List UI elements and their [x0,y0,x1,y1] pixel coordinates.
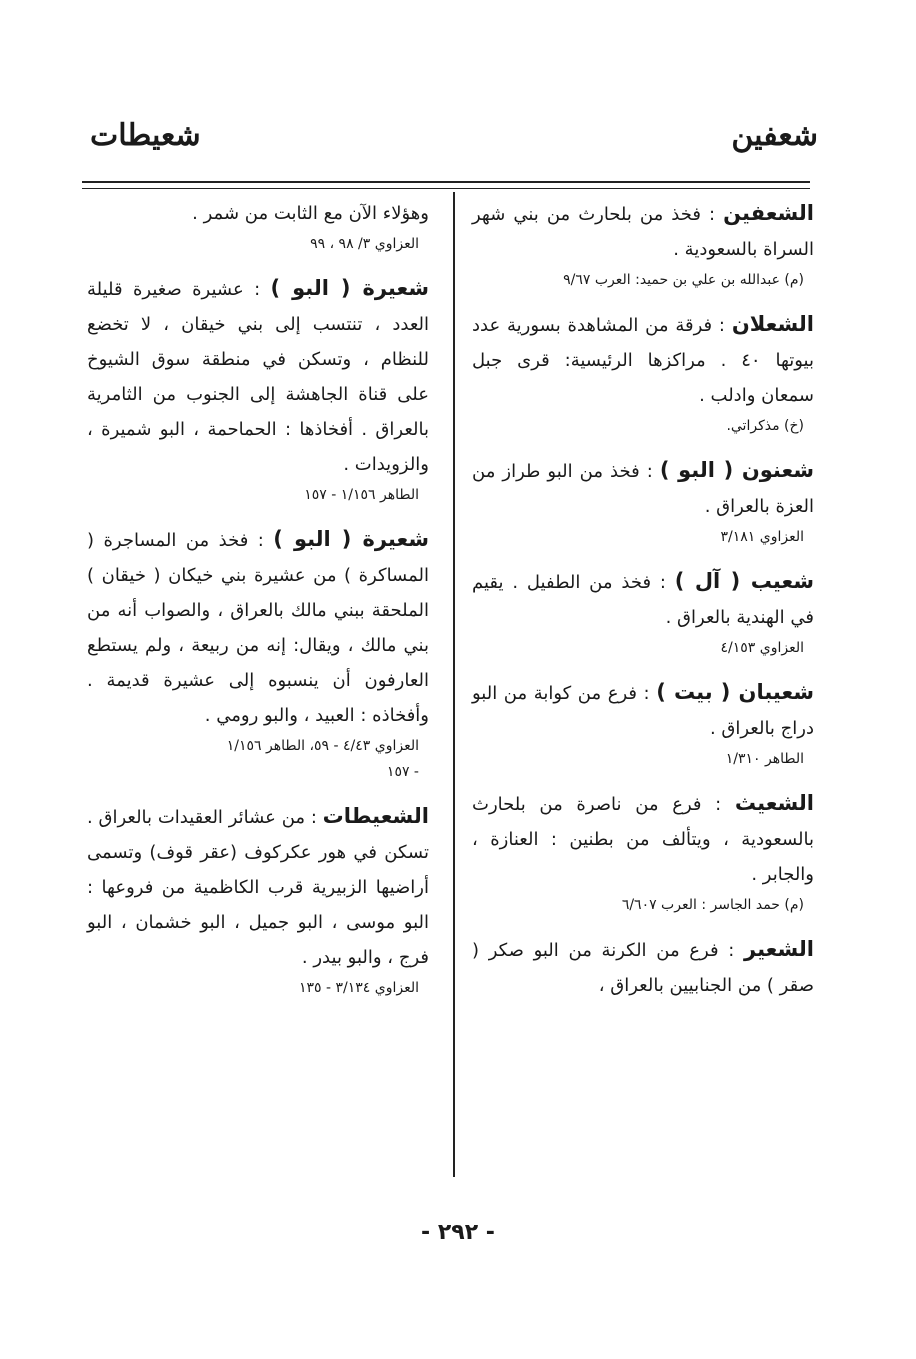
page-number: - ٢٩٢ - [421,1220,495,1245]
entry-headword: الشعفين [723,201,814,225]
entry-headword: الشعيث [734,791,814,815]
entry-text: : فرقة من المشاهدة بسورية عدد بيوتها ٤٠ . مراكزها الرئيسية: قرى جبل سمعان وادلب . [472,315,814,406]
entry-source: العزاوي ٣/١٨١ [720,529,804,545]
entry-source: الطاهر ١/١٥٦ - ١٥٧ [304,487,419,503]
entry-text: : فخذ من المساجرة ( المساكرة ) من عشيرة بني خيكان ( خيقان ) الملحقة ببني مالك بالعراق ، والصواب أنه من بني مالك ، ويقال: إنه من ربيعة ، ولم يستطع العارفون أن ينسبوه إلى عشيرة قديمة . وأفخاذه : العبيد ، والبو رومي . [87,530,429,726]
entry-source: العزاوي ٣/ ٩٨ ، ٩٩ [310,236,419,252]
entry-headword: شعيرة ( البو ) [273,527,429,551]
dictionary-entry [472,307,814,439]
dictionary-entry [87,271,429,508]
entry-text: وهؤلاء الآن مع الثابت من شمر . [192,203,429,224]
entry-source-continuation: - ١٥٧ [386,764,419,780]
left-column [87,196,429,1015]
entry-source: العزاوي ٤/٤٣ - ٥٩، الطاهر ١/١٥٦ [226,738,419,754]
running-head-right: شعفين [731,118,818,153]
entry-source: (م) حمد الجاسر : العرب ٦/٦٠٧ [621,897,804,913]
entry-headword: شعنون ( البو ) [659,458,814,482]
dictionary-entry [472,564,814,661]
header-rule-thick [82,181,810,183]
entry-source: الطاهر ١/٣١٠ [725,751,804,767]
entry-text: : من عشائر العقيدات بالعراق . تسكن في هور عكركوف (عقر قوف) وتسمى أراضيها الزبيرية قرب الكاظمية من فروعها : البو موسى ، البو جميل ، البو خشمان ، البو فرج ، والبو بيدر . [87,807,429,968]
entry-text: : فرع من الكرنة من البو صكر ( صقر ) من الجنابيين بالعراق ، [472,940,814,996]
column-divider [453,192,455,1177]
running-head-left: شعيطات [90,118,201,153]
entry-text: : فرع من ناصرة من بلحارث بالسعودية ، ويتألف من بطنين : العنازة ، والجابر . [472,794,814,885]
entry-text: : فخذ من بلحارث من بني شهر السراة بالسعودية . [472,204,814,260]
dictionary-entry [87,196,429,257]
entry-headword: الشعلان [731,312,814,336]
entry-source: (خ) مذكراتي. [726,418,804,434]
right-column [472,196,814,1017]
dictionary-entry [472,675,814,772]
entry-headword: شعيب ( آل ) [674,569,815,593]
entry-source: العزاوي ٤/١٥٣ [720,640,804,656]
entry-headword: الشعيطات [322,804,429,828]
dictionary-entry [472,453,814,550]
entry-text: : عشيرة صغيرة قليلة العدد ، تنتسب إلى بني خيقان ، لا تخضع للنظام ، وتسكن في منطقة سوق الشيوخ على قناة الجاهشة إلى الجنوب من الثامرية بالعراق . أفخاذها : الحماحمة ، البو شميرة ، والزويدات . [87,279,429,475]
header-rule-thin [82,188,810,189]
dictionary-entry [87,799,429,1001]
entry-headword: الشعير [744,937,814,961]
entry-headword: شعيبان ( بيت ) [656,680,814,704]
entry-source: العزاوي ٣/١٣٤ - ١٣٥ [298,980,419,996]
entry-text: : فخذ من البو طراز من العزة بالعراق . [472,461,814,517]
dictionary-entry [472,786,814,918]
entry-source: (م) عبدالله بن علي بن حميد: العرب ٩/٦٧ [563,272,804,288]
entry-text: : فخذ من الطفيل . يقيم في الهندية بالعراق . [472,572,814,628]
dictionary-entry [472,196,814,293]
dictionary-entry [87,522,429,785]
dictionary-entry [472,932,814,1003]
entry-text: : فرع من كوابة من البو دراج بالعراق . [472,683,814,739]
entry-headword: شعيرة ( البو ) [270,276,429,300]
